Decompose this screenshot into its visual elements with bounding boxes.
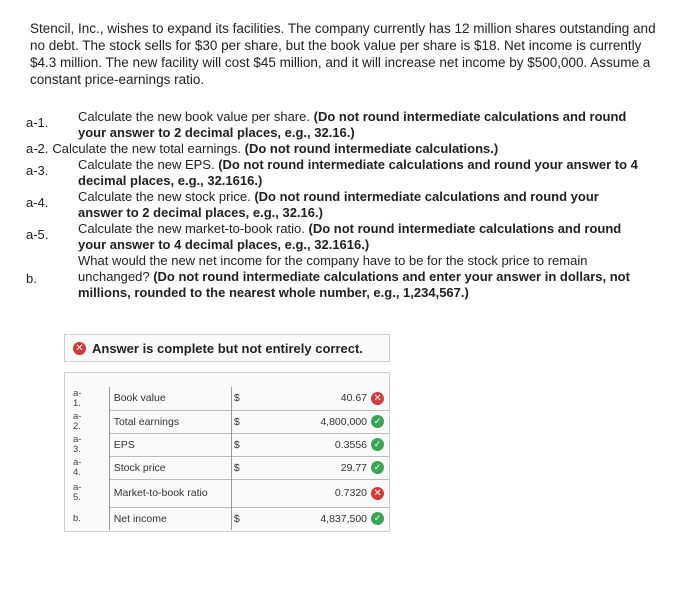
answer-status <box>371 410 389 433</box>
answer-part-label: a- 5. <box>73 482 82 503</box>
question-text: Calculate the new stock price. <box>78 189 251 204</box>
question-note: (Do not round intermediate calculations.) <box>244 141 499 156</box>
result-banner-text: Answer is complete but not entirely correct. <box>92 340 363 356</box>
question-note: (Do not round intermediate calculations and round your answer to 2 decimal places, e.g., 32.16.) <box>78 189 599 220</box>
answer-value: 29.77 <box>295 456 371 479</box>
question-label: a-4. <box>26 195 49 210</box>
question-text: Calculate the new total earnings. <box>52 141 242 156</box>
question-label: a-1. <box>26 115 49 130</box>
answer-status <box>371 479 389 507</box>
answer-value: 4,837,500 <box>295 507 371 530</box>
answer-row <box>69 507 389 530</box>
question-text: Calculate the new book value per share. <box>78 109 310 124</box>
question-label: a-5. <box>26 227 49 242</box>
currency-symbol: $ <box>231 410 295 433</box>
answer-part-label: a- 3. <box>73 433 82 455</box>
result-banner <box>64 334 390 362</box>
question-text: Calculate the new EPS. <box>78 157 215 172</box>
answer-part-label: a- 1. <box>73 387 82 409</box>
currency-symbol: $ <box>231 433 295 456</box>
answer-row <box>69 433 389 456</box>
question-note: (Do not round intermediate calculations and round your answer to 4 decimal places, e.g., 32.1616.) <box>78 157 638 188</box>
question-a5 <box>26 221 646 253</box>
answer-label: Net income <box>109 507 231 530</box>
question-a4 <box>26 189 646 221</box>
question-note: (Do not round intermediate calculations and round your answer to 2 decimal places, e.g., 32.16.) <box>78 109 627 140</box>
answer-value: 40.67 <box>340 392 368 405</box>
answer-status <box>371 433 389 456</box>
answer-part-label: b. <box>73 512 81 524</box>
answer-table <box>69 387 389 530</box>
answer-label: Stock price <box>109 456 231 479</box>
correct-check-icon: ✓ <box>371 512 384 525</box>
question-label: b. <box>26 271 37 286</box>
answer-row <box>69 410 389 433</box>
answer-row <box>69 456 389 479</box>
answer-value: 4,800,000 <box>295 410 371 433</box>
problem-statement: Stencil, Inc., wishes to expand its facilities. The company currently has 12 million shares outstanding and no debt. The stock sells for $30 per share, but the book value per share is $18. Net income is currently $4.3 million. The new facility will cost $45 million, and it will increase net income by $500,000. Assume a constant price-earnings ratio. <box>30 21 656 87</box>
answer-row <box>69 387 389 410</box>
answer-row <box>69 479 389 507</box>
question-b <box>26 253 646 301</box>
answer-label: Total earnings <box>109 410 231 433</box>
currency-symbol: $ <box>231 507 295 530</box>
answer-part-label: a- 4. <box>73 456 82 478</box>
question-note: (Do not round intermediate calculations and round your answer to 4 decimal places, e.g., 32.1616.) <box>78 221 622 252</box>
question-list <box>26 109 646 301</box>
question-a1 <box>26 109 646 141</box>
question-text: What would the new net income for the company have to be for the stock price to remain unchanged? <box>78 253 588 284</box>
correct-check-icon: ✓ <box>371 415 384 428</box>
currency-symbol <box>231 479 295 507</box>
question-text: Calculate the new market-to-book ratio. <box>78 221 305 236</box>
answer-panel <box>64 372 390 532</box>
question-note: (Do not round intermediate calculations and enter your answer in dollars, not millions, rounded to the nearest whole number, e.g., 1,234,567.) <box>78 269 630 300</box>
question-label: a-3. <box>26 163 49 178</box>
answer-label: EPS <box>109 433 231 456</box>
incorrect-icon: ✕ <box>73 342 86 355</box>
incorrect-icon: ✕ <box>371 487 384 500</box>
answer-value: 0.7320 <box>295 479 371 507</box>
answer-status <box>371 507 389 530</box>
question-a3 <box>26 157 646 189</box>
answer-part-label: a- 2. <box>73 410 82 432</box>
currency-symbol: $ <box>231 456 295 479</box>
correct-check-icon: ✓ <box>371 461 384 474</box>
incorrect-icon: ✕ <box>371 392 384 405</box>
question-label: a-2. <box>26 141 49 156</box>
answer-status <box>371 387 389 410</box>
answer-label: Book value <box>109 387 231 410</box>
question-a2 <box>26 141 646 157</box>
answer-value: 0.3556 <box>295 433 371 456</box>
correct-check-icon: ✓ <box>371 438 384 451</box>
currency-symbol: $ <box>231 387 295 410</box>
answer-status <box>371 456 389 479</box>
answer-label: Market-to-book ratio <box>109 479 231 507</box>
